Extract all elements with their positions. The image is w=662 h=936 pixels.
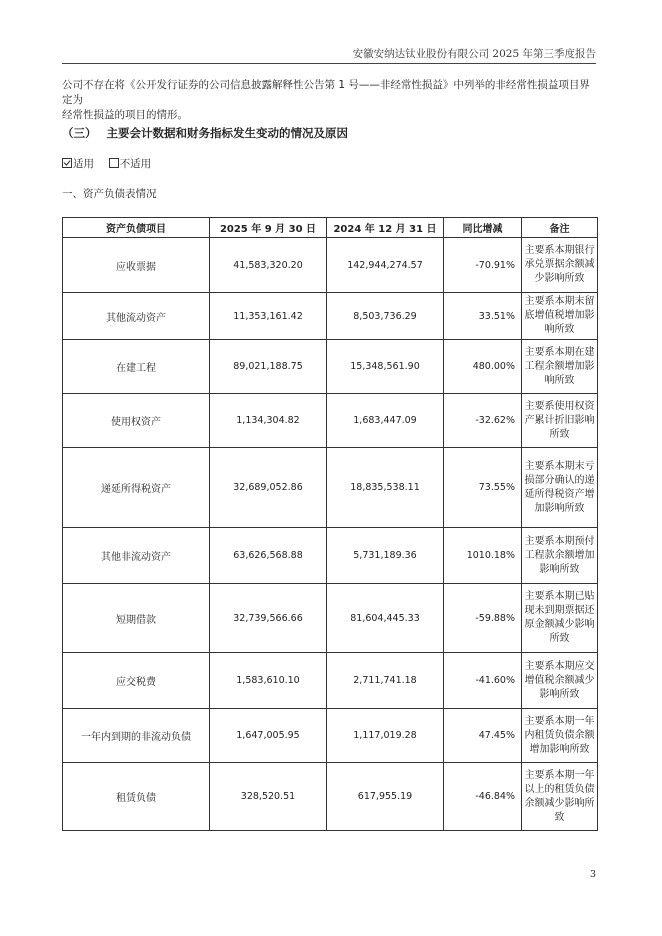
note-line: 原金额减少影响 — [524, 619, 595, 630]
note-line: 主要系本期预付 — [524, 535, 595, 547]
note-line: 内租赁负债余额 — [524, 729, 595, 741]
note-line: 主要系本期末留 — [524, 296, 595, 307]
row-item: 使用权资产 — [63, 394, 210, 448]
row-change: 33.51% — [444, 293, 522, 340]
note-line: 主要系本期应交 — [524, 660, 595, 672]
row-prior: 5,731,189.36 — [327, 528, 444, 584]
row-change: 1010.18% — [444, 528, 522, 584]
checked-box-icon — [62, 158, 72, 168]
page-number: 3 — [589, 869, 596, 880]
row-change: 73.55% — [444, 448, 522, 528]
row-current: 328,520.51 — [210, 763, 327, 831]
row-prior: 617,955.19 — [327, 763, 444, 831]
note-line: 响所致 — [544, 374, 575, 386]
table-row — [63, 238, 598, 293]
table-row — [63, 653, 598, 709]
note-line: 损部分确认的递 — [524, 474, 595, 486]
row-prior: 81,604,445.33 — [327, 584, 444, 653]
row-item: 应收票据 — [63, 238, 210, 293]
row-note — [522, 394, 598, 448]
note-line: 影响所致 — [539, 563, 580, 575]
header-rule — [62, 63, 596, 64]
report-header: 安徽安纳达钛业股份有限公司 2025 年第三季度报告 — [352, 48, 596, 60]
note-line: 所致 — [549, 428, 570, 440]
table-header-row — [63, 218, 598, 238]
row-change: -70.91% — [444, 238, 522, 293]
table-row — [63, 528, 598, 584]
row-prior: 2,711,741.18 — [327, 653, 444, 709]
row-prior: 18,835,538.11 — [327, 448, 444, 528]
note-line: 影响所致 — [539, 688, 580, 700]
note-line: 产累计折旧影响 — [524, 414, 595, 426]
intro-line-1: 公司不存在将《公开发行证券的公司信息披露解释性公告第 1 号——非经常性损益》中列举的非经常性损益项目界定为 — [62, 79, 590, 106]
row-note — [522, 238, 598, 293]
header-change: 同比增减 — [444, 218, 522, 238]
table-row — [63, 584, 598, 653]
row-current: 63,626,568.88 — [210, 528, 327, 584]
note-line: 工程余额增加影 — [524, 360, 595, 372]
note-line: 主要系本期银行 — [524, 245, 595, 256]
table-row — [63, 340, 598, 394]
row-note — [522, 763, 598, 831]
note-line: 主要系本期一年 — [524, 769, 595, 781]
header-prior: 2024 年 12 月 31 日 — [327, 218, 444, 238]
row-current: 1,647,005.95 — [210, 709, 327, 763]
row-change: -46.84% — [444, 763, 522, 831]
section-title — [62, 125, 348, 141]
header-note: 备注 — [522, 218, 598, 238]
note-line: 主要系本期已贴 — [524, 591, 595, 602]
table-row — [63, 448, 598, 528]
note-line: 底增值税增加影 — [524, 310, 595, 321]
row-change: 47.45% — [444, 709, 522, 763]
header-item: 资产负债项目 — [63, 218, 210, 238]
note-line: 主要系使用权资 — [524, 400, 595, 412]
row-note — [522, 448, 598, 528]
row-current: 1,134,304.82 — [210, 394, 327, 448]
note-line: 主要系本期一年 — [524, 715, 595, 727]
applicability-options — [62, 156, 151, 171]
row-current: 1,583,610.10 — [210, 653, 327, 709]
note-line: 工程款余额增加 — [524, 549, 595, 561]
row-current: 11,353,161.42 — [210, 293, 327, 340]
row-current: 89,021,188.75 — [210, 340, 327, 394]
row-item: 其他非流动资产 — [63, 528, 210, 584]
row-change: 480.00% — [444, 340, 522, 394]
note-line: 响所致 — [544, 324, 575, 335]
note-line: 现未到期票据还 — [524, 605, 595, 616]
row-note — [522, 293, 598, 340]
row-prior: 1,117,019.28 — [327, 709, 444, 763]
unchecked-box-icon — [109, 158, 119, 168]
balance-sheet-table — [62, 217, 598, 831]
header-current: 2025 年 9 月 30 日 — [210, 218, 327, 238]
row-note — [522, 528, 598, 584]
table-row — [63, 763, 598, 831]
row-note — [522, 340, 598, 394]
row-change: -41.60% — [444, 653, 522, 709]
row-item: 租赁负债 — [63, 763, 210, 831]
row-prior: 1,683,447.09 — [327, 394, 444, 448]
note-line: 余额减少影响所 — [524, 797, 595, 809]
row-item: 递延所得税资产 — [63, 448, 210, 528]
row-prior: 8,503,736.29 — [327, 293, 444, 340]
table-row — [63, 293, 598, 340]
section-title-text: 主要会计数据和财务指标发生变动的情况及原因 — [106, 126, 348, 140]
row-note — [522, 709, 598, 763]
intro-paragraph — [62, 78, 592, 123]
row-prior: 142,944,274.57 — [327, 238, 444, 293]
not-applicable-label: 不适用 — [119, 158, 152, 170]
subsection-heading: 一、资产负债表情况 — [62, 188, 157, 200]
table-row — [63, 709, 598, 763]
note-line: 主要系本期末亏 — [524, 460, 595, 472]
note-line: 所致 — [549, 633, 570, 644]
row-current: 41,583,320.20 — [210, 238, 327, 293]
row-item: 短期借款 — [63, 584, 210, 653]
note-line: 承兑票据余额减 — [524, 259, 595, 270]
row-change: -32.62% — [444, 394, 522, 448]
note-line: 延所得税资产增 — [524, 488, 595, 500]
applicable-label: 适用 — [73, 158, 94, 170]
row-note — [522, 653, 598, 709]
table-row — [63, 394, 598, 448]
row-item: 应交税费 — [63, 653, 210, 709]
note-line: 致 — [554, 811, 565, 823]
row-item: 在建工程 — [63, 340, 210, 394]
row-current: 32,689,052.86 — [210, 448, 327, 528]
row-note — [522, 584, 598, 653]
row-item: 其他流动资产 — [63, 293, 210, 340]
row-item: 一年内到期的非流动负债 — [63, 709, 210, 763]
row-prior: 15,348,561.90 — [327, 340, 444, 394]
row-change: -59.88% — [444, 584, 522, 653]
intro-line-2: 经常性损益的项目的情形。 — [62, 109, 188, 121]
note-line: 加影响所致 — [534, 502, 585, 514]
note-line: 主要系本期在建 — [524, 346, 595, 358]
note-line: 少影响所致 — [534, 273, 585, 284]
note-line: 增值税余额减少 — [524, 674, 595, 686]
row-current: 32,739,566.66 — [210, 584, 327, 653]
section-number: （三） — [62, 126, 97, 140]
note-line: 增加影响所致 — [529, 743, 590, 755]
note-line: 以上的租赁负债 — [524, 783, 595, 795]
